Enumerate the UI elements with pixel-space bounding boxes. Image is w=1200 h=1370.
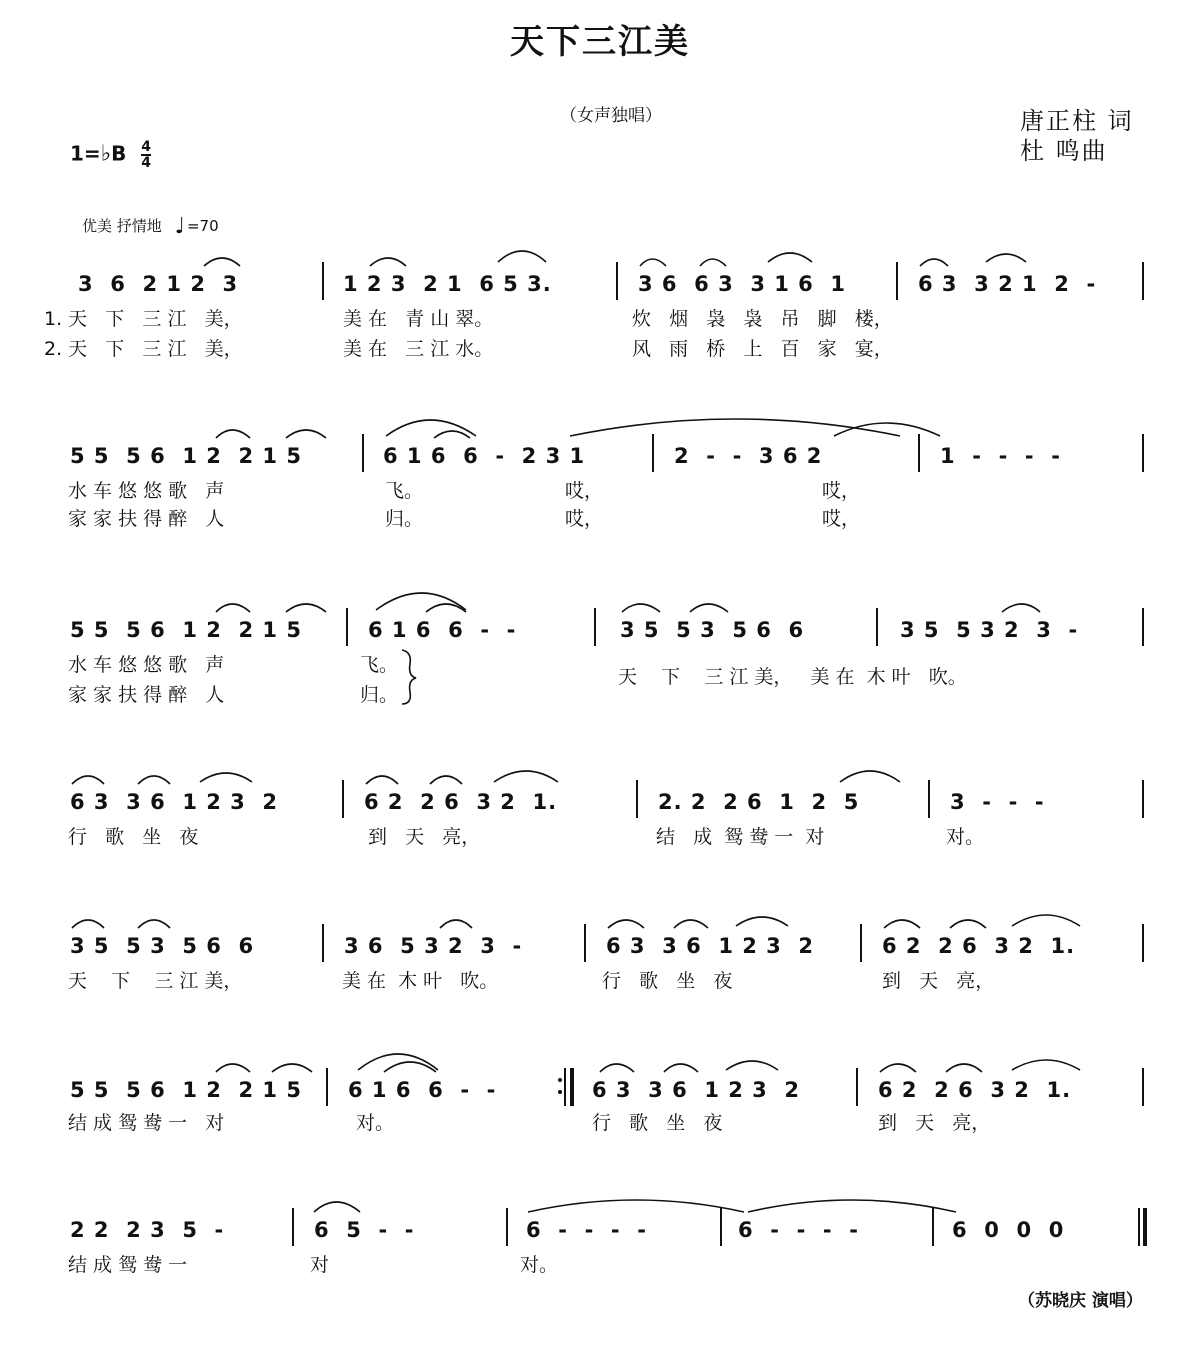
measure-notes: 3 6 2 1 2 3 (78, 272, 239, 296)
notes-row (60, 440, 1150, 474)
lyric-row-verse-1 (60, 476, 1150, 502)
lyric-text: 美 在 木 叶 吹。 (342, 970, 499, 992)
lyric-text: 到 天 亮， (368, 826, 481, 848)
notes-row (60, 1214, 1150, 1248)
lyric-text: 结 成 鸳 鸯 一 (68, 1254, 188, 1276)
lyric-text: 行 歌 坐 夜 (602, 970, 733, 992)
measure-notes: 6 3 3 2 1 2 - (918, 272, 1097, 296)
measure-notes: 3 5 5 3 5 6 6 (70, 934, 255, 958)
barline (322, 262, 324, 300)
lyric-text: 归。 (385, 508, 424, 530)
lyric-text: 哎， (565, 480, 604, 502)
measure-notes: 2. 2 2 6 1 2 5 (658, 790, 860, 814)
measure-notes: 5 5 5 6 1 2 2 1 5 (70, 1078, 302, 1102)
lyric-text: 水 车 悠 悠 歌 声 (68, 654, 225, 676)
notes-row (60, 268, 1150, 302)
lyric-text: 行 歌 坐 夜 (592, 1112, 723, 1134)
barline (584, 924, 586, 962)
lyric-text: 飞。 (360, 654, 399, 676)
lyric-text: 1. 天 下 三 江 美， (44, 308, 243, 330)
barline (928, 780, 930, 818)
measure-notes: 1 - - - - (940, 444, 1061, 468)
notes-row (60, 930, 1150, 964)
measure-notes: 2 - - 3 6 2 (674, 444, 823, 468)
barline (652, 434, 654, 472)
quarter-note-icon: ♩ (174, 214, 185, 239)
notes-row (60, 1074, 1150, 1108)
lyric-text: 哎， (822, 480, 861, 502)
lyricist-credit: 唐正柱 词 (1020, 107, 1134, 135)
barline (896, 262, 898, 300)
measure-notes: 6 0 0 0 (952, 1218, 1065, 1242)
key-prefix: 1= (70, 141, 101, 166)
performance-type: （女声独唱） (560, 106, 662, 126)
notes-row (60, 786, 1150, 820)
performer-credit: （苏晓庆 演唱） (1018, 1291, 1143, 1311)
lyric-row (60, 966, 1150, 992)
lyric-text: 对。 (356, 1112, 395, 1134)
lyric-row-shared (60, 662, 1150, 688)
barline (1142, 1068, 1144, 1106)
expression-text: 优美 抒情地 (82, 217, 162, 235)
lyric-text: 家 家 扶 得 醉 人 (68, 508, 225, 530)
measure-notes: 3 5 5 3 5 6 6 (620, 618, 805, 642)
measure-notes: 6 1 6 6 - - (368, 618, 517, 642)
measure-notes: 6 3 3 6 1 2 3 2 (70, 790, 279, 814)
lyric-text: 哎， (565, 508, 604, 530)
tempo-bpm: =70 (186, 217, 219, 235)
lyric-text: 家 家 扶 得 醉 人 (68, 684, 225, 706)
lyric-text: 到 天 亮， (878, 1112, 991, 1134)
barline (636, 780, 638, 818)
barline (506, 1208, 508, 1246)
lyric-text: 对。 (520, 1254, 559, 1276)
lyric-text: 对。 (946, 826, 985, 848)
measure-notes: 6 - - - - (526, 1218, 647, 1242)
barline (860, 924, 862, 962)
lyric-text: 归。 (360, 684, 399, 706)
lyric-text: 风 雨 桥 上 百 家 宴， (632, 338, 893, 360)
barline (292, 1208, 294, 1246)
tempo-marking (82, 214, 219, 239)
key-note: B (111, 141, 127, 166)
lyric-text: 水 车 悠 悠 歌 声 (68, 480, 225, 502)
lyric-row (60, 1250, 1150, 1276)
barline (1142, 262, 1144, 300)
barline (918, 434, 920, 472)
repeat-end-barline (564, 1068, 576, 1106)
barline (362, 434, 364, 472)
measure-notes: 3 6 5 3 2 3 - (344, 934, 523, 958)
barline (616, 262, 618, 300)
lyric-text: 哎， (822, 508, 861, 530)
barline (932, 1208, 934, 1246)
barline (1142, 434, 1144, 472)
lyric-row-verse-1 (44, 304, 1150, 330)
barline (856, 1068, 858, 1106)
time-signature-unit: 4 (141, 155, 152, 171)
measure-notes: 1 2 3 2 1 6 5 3. (343, 272, 552, 296)
lyric-row-verse-2 (60, 504, 1150, 530)
measure-notes: 6 2 2 6 3 2 1. (878, 1078, 1072, 1102)
song-title: 天下三江美 (510, 22, 690, 62)
lyric-text: 结 成 鸳 鸯 一 对 (656, 826, 825, 848)
measure-notes: 6 - - - - (738, 1218, 859, 1242)
lyric-text: 美 在 三 江 水。 (343, 338, 494, 360)
flat-sign: ♭ (100, 141, 112, 167)
barline (342, 780, 344, 818)
notes-row (60, 614, 1150, 648)
measure-notes: 6 1 6 6 - - (348, 1078, 497, 1102)
lyric-row (60, 822, 1150, 848)
lyric-text: 2. 天 下 三 江 美， (44, 338, 243, 360)
composer-credit: 杜 鸣曲 (1020, 137, 1108, 165)
measure-notes: 3 - - - (950, 790, 1045, 814)
lyric-text: 对 (310, 1254, 330, 1276)
barline (1142, 780, 1144, 818)
barline (1142, 608, 1144, 646)
measure-notes: 6 5 - - (314, 1218, 415, 1242)
measure-notes: 3 5 5 3 2 3 - (900, 618, 1079, 642)
lyric-text: 到 天 亮， (882, 970, 995, 992)
measure-notes: 6 3 3 6 1 2 3 2 (592, 1078, 801, 1102)
measure-notes: 2 2 2 3 5 - (70, 1218, 225, 1242)
measure-notes: 3 6 6 3 3 1 6 1 (638, 272, 847, 296)
measure-notes: 6 1 6 6 - 2 3 1 (383, 444, 586, 468)
barline (322, 924, 324, 962)
measure-notes: 6 2 2 6 3 2 1. (364, 790, 558, 814)
key-signature (70, 140, 151, 170)
measure-notes: 5 5 5 6 1 2 2 1 5 (70, 444, 302, 468)
measure-notes: 6 2 2 6 3 2 1. (882, 934, 1076, 958)
lyric-text: 飞。 (385, 480, 424, 502)
lyric-text: 炊 烟 袅 袅 吊 脚 楼， (632, 308, 893, 330)
lyric-text: 美 在 青 山 翠。 (343, 308, 494, 330)
barline (326, 1068, 328, 1106)
measure-notes: 6 3 3 6 1 2 3 2 (606, 934, 815, 958)
time-signature (141, 140, 151, 170)
measure-notes: 5 5 5 6 1 2 2 1 5 (70, 618, 302, 642)
lyric-row (60, 1108, 1150, 1134)
barline (594, 608, 596, 646)
lyric-text: 天 下 三 江 美， 美 在 木 叶 吹。 (618, 666, 967, 688)
barline (1142, 924, 1144, 962)
final-barline (1138, 1208, 1148, 1246)
lyric-text: 天 下 三 江 美， (68, 970, 243, 992)
barline (876, 608, 878, 646)
barline (720, 1208, 722, 1246)
barline (346, 608, 348, 646)
time-signature-beats: 4 (141, 139, 152, 155)
lyric-text: 行 歌 坐 夜 (68, 826, 199, 848)
lyric-row-verse-2 (44, 334, 1150, 360)
lyric-text: 结 成 鸳 鸯 一 对 (68, 1112, 225, 1134)
